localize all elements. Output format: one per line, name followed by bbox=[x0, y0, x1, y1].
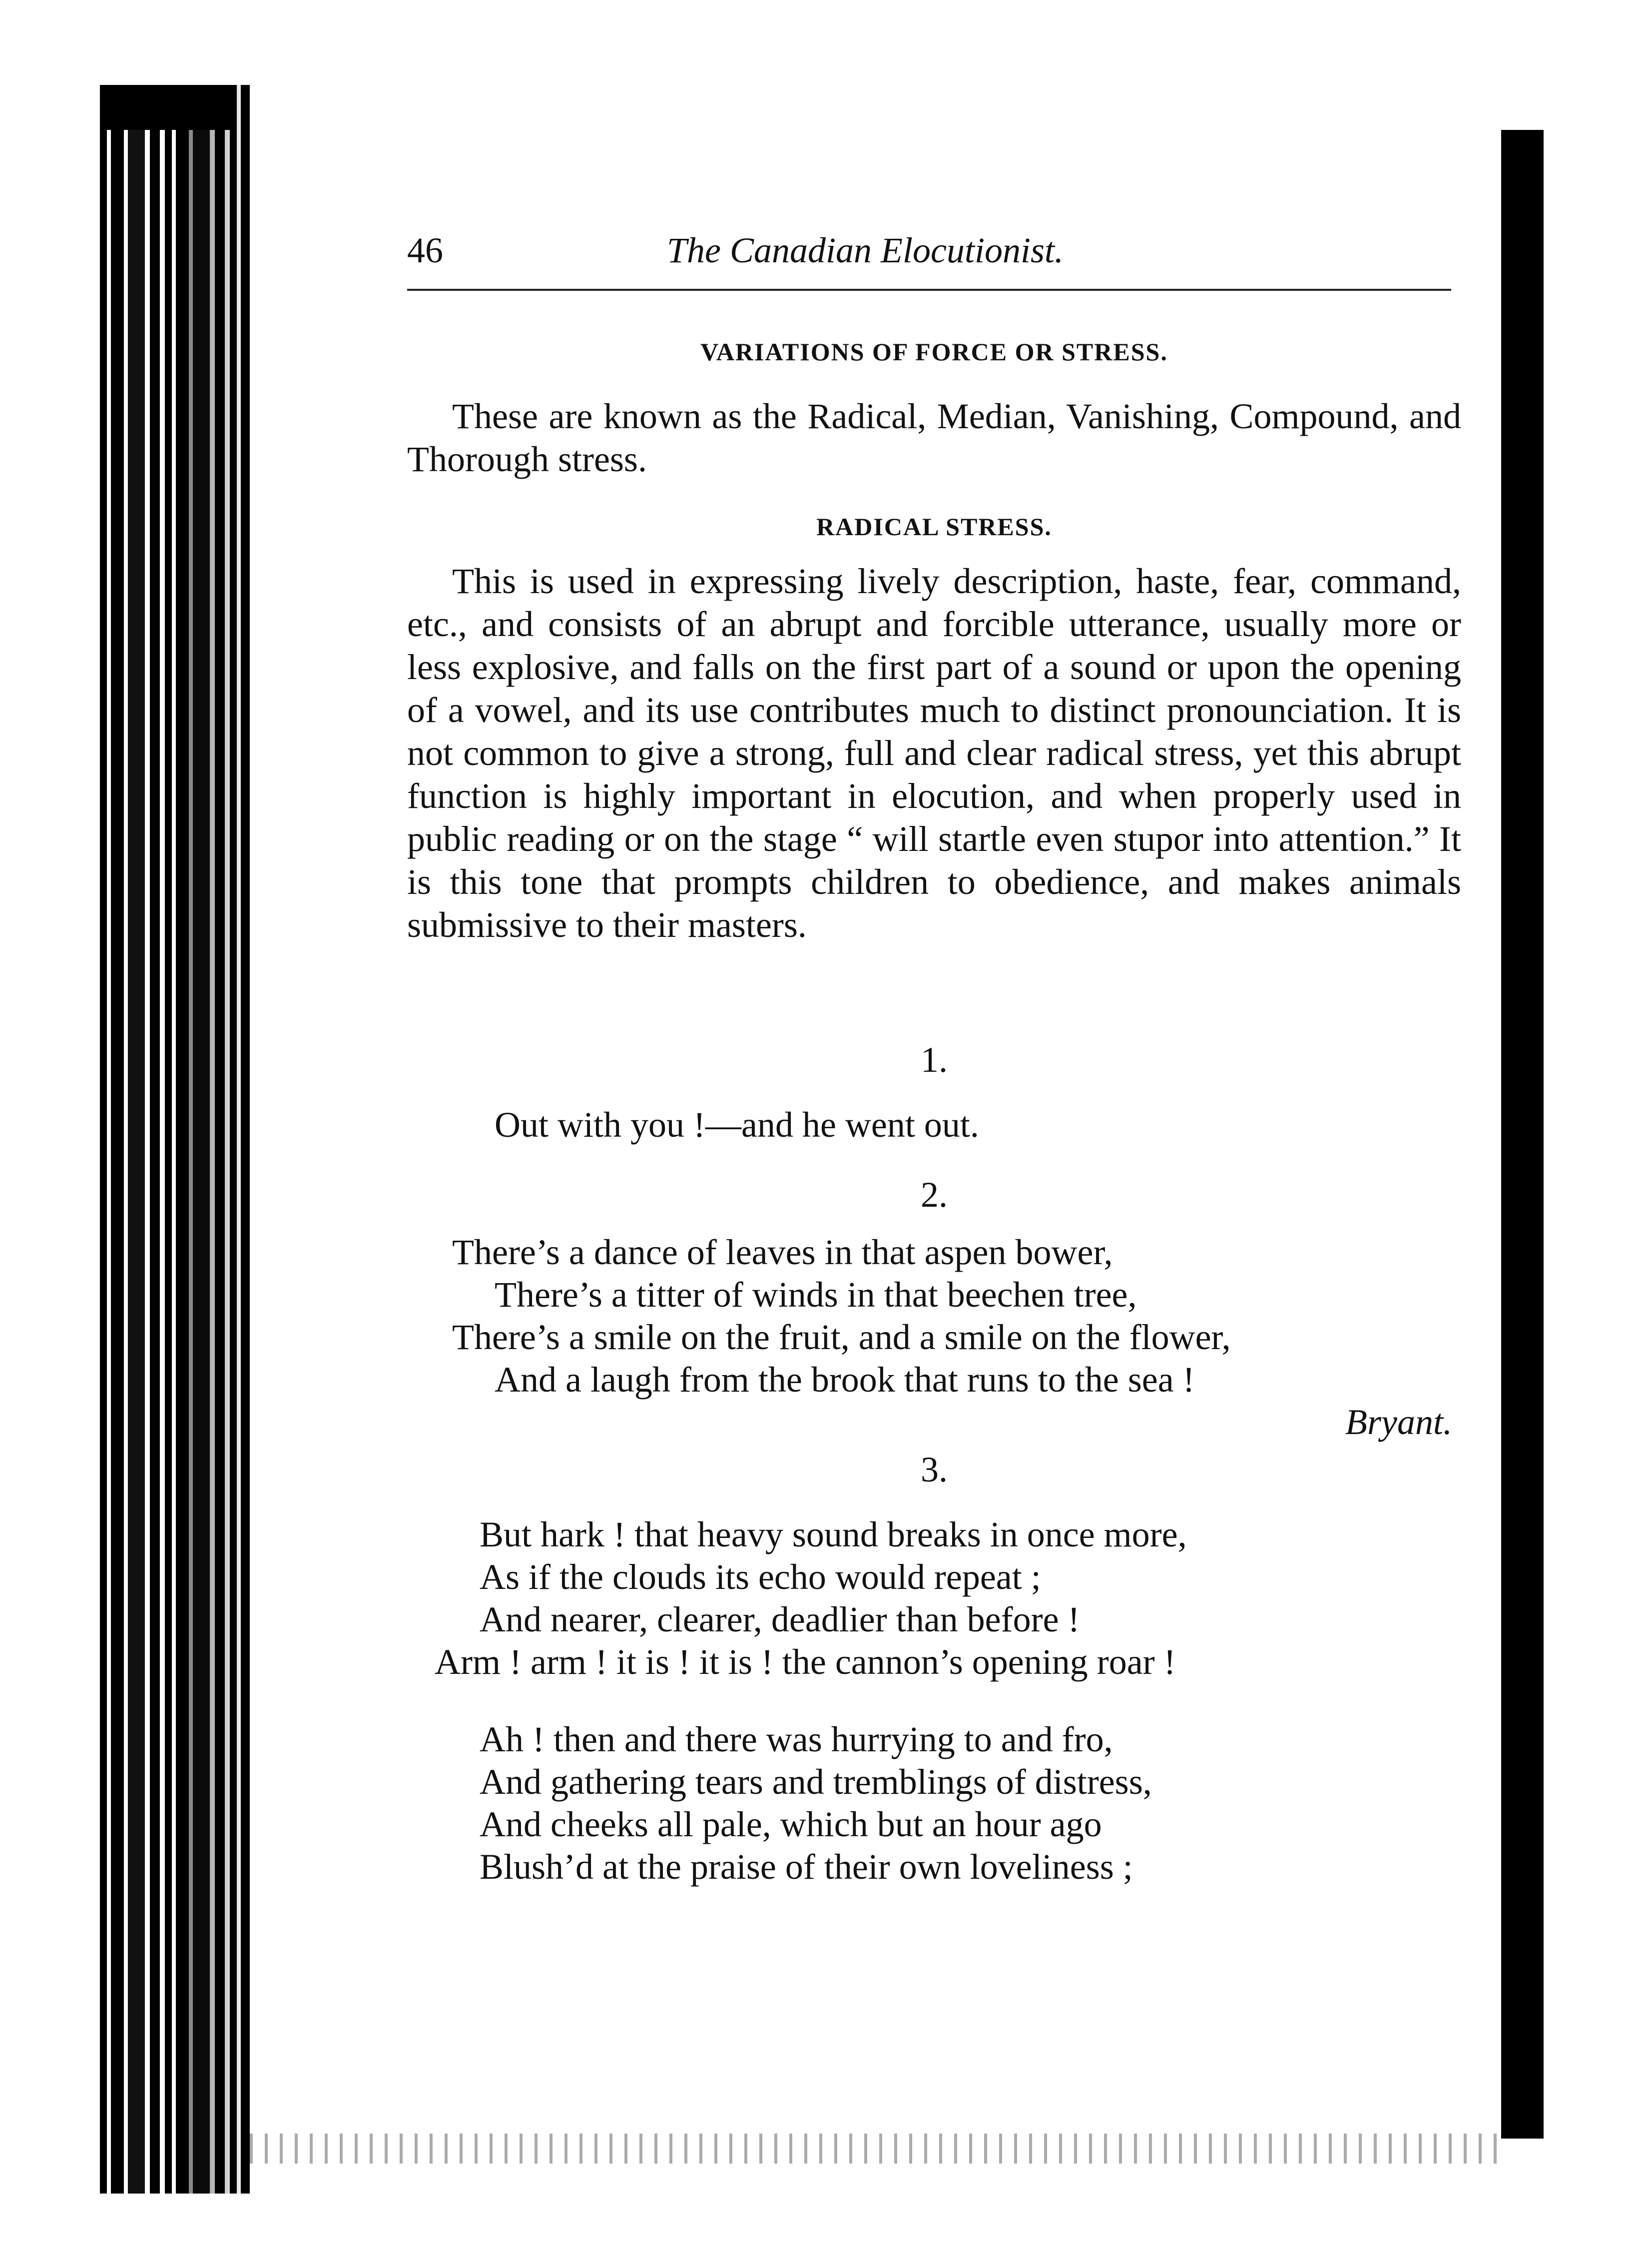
example-3-line-7: And cheeks all pale, which but an hour ago bbox=[480, 1804, 1102, 1844]
example-1-line: Out with you !—and he went out. bbox=[495, 1105, 979, 1145]
example-number-2: 2. bbox=[921, 1175, 948, 1215]
example-number-3: 3. bbox=[921, 1450, 948, 1490]
example-2-line-2: There’s a titter of winds in that beechen tree, bbox=[495, 1275, 1137, 1315]
header-rule bbox=[407, 289, 1451, 291]
example-2-line-4: And a laugh from the brook that runs to the sea ! bbox=[495, 1360, 1195, 1400]
page-number: 46 bbox=[407, 230, 443, 270]
running-title: The Canadian Elocutionist. bbox=[667, 230, 1064, 270]
scan-noise-bottom bbox=[250, 2134, 1499, 2164]
example-3-line-2: As if the clouds its echo would repeat ; bbox=[480, 1557, 1041, 1597]
example-3-line-3: And nearer, clearer, deadlier than before ! bbox=[480, 1599, 1080, 1639]
page-header bbox=[407, 220, 1451, 275]
subsection-heading: RADICAL STRESS. bbox=[816, 513, 1052, 541]
binding-shadow-top bbox=[100, 85, 230, 130]
example-3-line-5: Ah ! then and there was hurrying to and fro, bbox=[480, 1719, 1113, 1759]
page-edge-right bbox=[1501, 130, 1544, 2139]
binding-shadow-fade bbox=[180, 85, 250, 2194]
section-heading: VARIATIONS OF FORCE OR STRESS. bbox=[700, 338, 1168, 366]
example-3-line-6: And gathering tears and tremblings of distress, bbox=[480, 1762, 1152, 1802]
example-2-line-3: There’s a smile on the fruit, and a smile on the flower, bbox=[452, 1317, 1231, 1357]
example-2-attribution: Bryant. bbox=[1345, 1402, 1452, 1442]
subsection-body: This is used in expressing lively description, haste, fear, command, etc., and consists of an abrupt and forcible utterance, usually more or less explosive, and falls on the first part of a sound or upon the opening of a vowel, and its use contributes much to distinct pronounciation. It is not common to give a strong, full and clear radical stress, yet this abrupt function is highly important in elocution, and when properly used in public reading or on the stage “ will startle even stupor into attention.” It is this tone that prompts children to obedience, and makes animals submissive to their masters. bbox=[407, 561, 1461, 945]
example-3-line-1: But hark ! that heavy sound breaks in once more, bbox=[480, 1514, 1187, 1554]
section-intro: These are known as the Radical, Median, Vanishing, Compound, and Thorough stress. bbox=[407, 396, 1461, 479]
example-number-1: 1. bbox=[921, 1040, 948, 1080]
example-3-line-4: Arm ! arm ! it is ! it is ! the cannon’s opening roar ! bbox=[435, 1642, 1176, 1682]
example-2-line-1: There’s a dance of leaves in that aspen bower, bbox=[452, 1232, 1113, 1272]
example-3-line-8: Blush’d at the praise of their own loveliness ; bbox=[480, 1847, 1133, 1887]
